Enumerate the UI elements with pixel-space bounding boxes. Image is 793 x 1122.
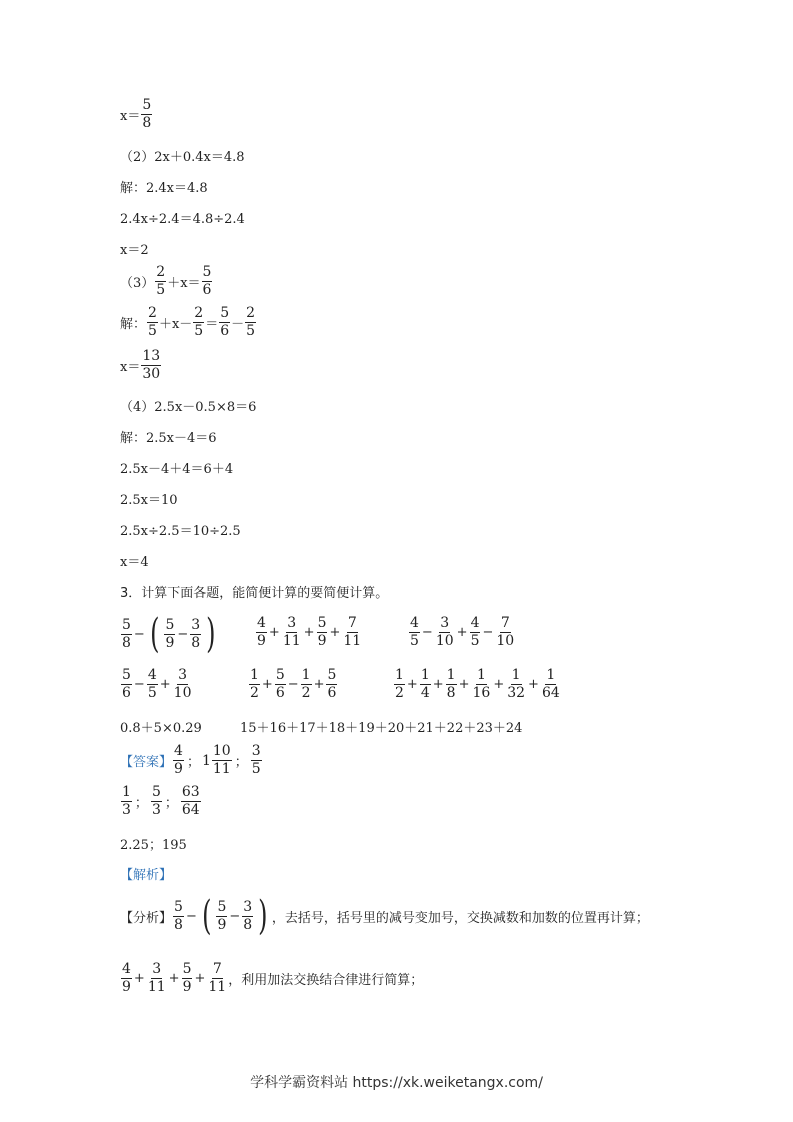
solution-line: 解：2.5x－4＝6: [120, 431, 217, 446]
solution-line: 2.5x＝10: [120, 493, 178, 508]
problem-expression: $\frac{4}{9}$ + $\frac{3}{11}$ + $\frac{5}{9}$ + $\frac{7}{11}$: [257, 615, 362, 649]
analysis-line: $\frac{4}{9}$ + $\frac{3}{11}$ + $\frac{5}{9}$ + $\frac{7}{11}$ ，利用加法交换结合律进行简算；: [122, 961, 424, 995]
solution-line: （3） $\frac{2}{5}$ ＋x＝ $\frac{5}{6}$: [120, 264, 212, 298]
fraction: $\frac{5}{6}$: [202, 264, 212, 298]
answer-line: 2.25；195: [120, 838, 187, 853]
answer-label: 【答案】: [120, 755, 173, 770]
problem-expression: 15＋16＋17＋18＋19＋20＋21＋22＋23＋24: [240, 721, 523, 736]
solution-line: 2.5x－4＋4＝6＋4: [120, 462, 234, 477]
page-footer: 学科学霸资料站 https://xk.weiketangx.com/: [250, 1075, 543, 1091]
solution-line: x＝ $\frac{13}{30}$: [120, 348, 161, 382]
problem-expression: $\frac{4}{5}$ − $\frac{3}{10}$ + $\frac{4}{5}$ − $\frac{7}{10}$: [410, 615, 515, 649]
solution-line: x＝2: [120, 243, 149, 258]
fraction: $\frac{2}{5}$: [148, 305, 157, 339]
solution-line: 解： $\frac{2}{5}$ ＋x－ $\frac{2}{5}$ ＝ $\frac{5}{6}$ － $\frac{2}{5}$: [120, 305, 256, 339]
fraction: $\frac{5}{8}$: [142, 97, 152, 131]
solution-line: [120, 98, 153, 131]
fraction: $\frac{2}{5}$: [156, 264, 166, 298]
problem-expression: $\frac{1}{2}$ + $\frac{5}{6}$ − $\frac{1}{2}$ + $\frac{5}{6}$: [250, 667, 337, 701]
solution-line: 2.5x÷2.5＝10÷2.5: [120, 524, 241, 539]
fraction: $\frac{13}{30}$: [142, 348, 161, 382]
problem-expression: $\frac{1}{2}$ + $\frac{1}{4}$ + $\frac{1}{8}$ + $\frac{1}{16}$ + $\frac{1}{32}$ + $\frac{1}{64}$: [395, 667, 560, 701]
fraction: $\frac{5}{6}$: [220, 305, 230, 339]
problem-expression: $\frac{5}{8}$ − ( $\frac{5}{9}$ − $\frac{3}{8}$ ): [122, 611, 216, 657]
analysis-label: 【解析】: [120, 868, 173, 883]
solution-line: （4）2.5x－0.5×8＝6: [120, 400, 257, 415]
solution-line: 2.4x÷2.4＝4.8÷2.4: [120, 212, 245, 227]
answer-line: $\frac{1}{3}$ ； $\frac{5}{3}$ ； $\frac{63}{64}$: [122, 784, 200, 818]
text: x＝: [120, 109, 141, 124]
problem-expression: $\frac{5}{6}$ − $\frac{4}{5}$ + $\frac{3}{10}$: [122, 667, 192, 701]
fraction: $\frac{2}{5}$: [246, 305, 256, 339]
question-heading: 3．计算下面各题，能简便计算的要简便计算。: [120, 586, 389, 601]
analysis-line: 【分析】 $\frac{5}{8}$ − ( $\frac{5}{9}$ − $\frac{3}{8}$ ) ，去括号，括号里的减号变加号，交换减数和加数的位置再计算；: [120, 893, 649, 939]
solution-line: x＝4: [120, 555, 149, 570]
solution-line: 解：2.4x＝4.8: [120, 181, 208, 196]
problem-expression: 0.8＋5×0.29: [120, 721, 202, 736]
solution-line: （2）2x＋0.4x＝4.8: [120, 150, 245, 165]
answer-line: 【答案】 $\frac{4}{9}$ ； 1 $\frac{10}{11}$ ； $\frac{3}{5}$: [120, 743, 261, 777]
fraction: $\frac{2}{5}$: [194, 305, 204, 339]
